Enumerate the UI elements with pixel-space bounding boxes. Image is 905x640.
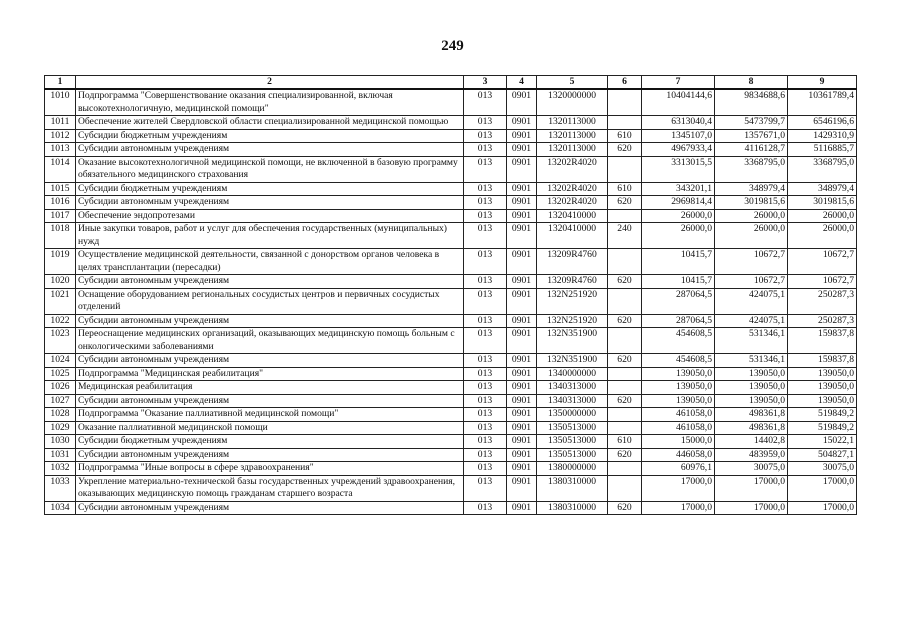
table-row [45, 314, 857, 328]
row-name: Субсидии автономным учреждениям [76, 501, 464, 515]
target-article-code: 132N251920 [537, 288, 608, 314]
expense-type-code [608, 249, 642, 275]
admin-code: 013 [464, 462, 507, 476]
row-number: 1029 [45, 421, 76, 435]
amount-year-3: 3368795,0 [788, 156, 857, 182]
target-article-code: 13209R4760 [537, 249, 608, 275]
section-code: 0901 [507, 129, 537, 143]
admin-code: 013 [464, 116, 507, 130]
expense-type-code [608, 116, 642, 130]
row-name: Субсидии автономным учреждениям [76, 196, 464, 210]
amount-year-1: 4967933,4 [642, 143, 715, 157]
admin-code: 013 [464, 408, 507, 422]
row-number: 1011 [45, 116, 76, 130]
section-code: 0901 [507, 475, 537, 501]
row-name: Субсидии автономным учреждениям [76, 275, 464, 289]
expense-type-code: 610 [608, 129, 642, 143]
expense-type-code: 620 [608, 394, 642, 408]
row-number: 1017 [45, 209, 76, 223]
table-row [45, 501, 857, 515]
expense-type-code [608, 89, 642, 116]
amount-year-1: 287064,5 [642, 314, 715, 328]
expense-type-code: 620 [608, 501, 642, 515]
target-article-code: 1350513000 [537, 448, 608, 462]
amount-year-1: 454608,5 [642, 328, 715, 354]
section-code: 0901 [507, 367, 537, 381]
target-article-code: 13202R4020 [537, 182, 608, 196]
target-article-code: 1340313000 [537, 394, 608, 408]
row-name: Укрепление материально-технической базы государственных учреждений здравоохранения, оказывающих медицинскую помощь гражданам старшего возраста [76, 475, 464, 501]
table-row [45, 394, 857, 408]
section-code: 0901 [507, 288, 537, 314]
row-number: 1010 [45, 89, 76, 116]
section-code: 0901 [507, 89, 537, 116]
expense-type-code [608, 462, 642, 476]
section-code: 0901 [507, 394, 537, 408]
amount-year-3: 26000,0 [788, 209, 857, 223]
admin-code: 013 [464, 275, 507, 289]
header-cell: 5 [537, 76, 608, 90]
target-article-code: 1350513000 [537, 421, 608, 435]
amount-year-1: 446058,0 [642, 448, 715, 462]
amount-year-3: 519849,2 [788, 421, 857, 435]
expense-type-code: 620 [608, 354, 642, 368]
header-cell: 2 [76, 76, 464, 90]
section-code: 0901 [507, 328, 537, 354]
table-row [45, 354, 857, 368]
row-number: 1018 [45, 223, 76, 249]
amount-year-1: 1345107,0 [642, 129, 715, 143]
target-article-code: 1380310000 [537, 475, 608, 501]
target-article-code: 1340313000 [537, 381, 608, 395]
row-number: 1031 [45, 448, 76, 462]
target-article-code: 1350513000 [537, 435, 608, 449]
header-row [45, 76, 857, 90]
amount-year-2: 14402,8 [715, 435, 788, 449]
expense-type-code [608, 421, 642, 435]
admin-code: 013 [464, 501, 507, 515]
amount-year-1: 139050,0 [642, 367, 715, 381]
page-number: 249 [441, 38, 464, 54]
amount-year-1: 6313040,4 [642, 116, 715, 130]
header-cell: 8 [715, 76, 788, 90]
section-code: 0901 [507, 435, 537, 449]
admin-code: 013 [464, 156, 507, 182]
amount-year-1: 26000,0 [642, 209, 715, 223]
row-name: Оказание паллиативной медицинской помощи [76, 421, 464, 435]
target-article-code: 132N351900 [537, 354, 608, 368]
amount-year-3: 519849,2 [788, 408, 857, 422]
row-name: Оснащение оборудованием региональных сосудистых центров и первичных сосудистых отделений [76, 288, 464, 314]
admin-code: 013 [464, 223, 507, 249]
row-number: 1024 [45, 354, 76, 368]
row-name: Субсидии автономным учреждениям [76, 448, 464, 462]
table-row [45, 196, 857, 210]
amount-year-3: 26000,0 [788, 223, 857, 249]
row-name: Субсидии бюджетным учреждениям [76, 435, 464, 449]
amount-year-3: 1429310,9 [788, 129, 857, 143]
target-article-code: 1320113000 [537, 116, 608, 130]
section-code: 0901 [507, 421, 537, 435]
row-name: Субсидии автономным учреждениям [76, 354, 464, 368]
budget-table [44, 75, 857, 515]
row-number: 1020 [45, 275, 76, 289]
amount-year-3: 17000,0 [788, 475, 857, 501]
row-number: 1022 [45, 314, 76, 328]
amount-year-1: 10415,7 [642, 275, 715, 289]
expense-type-code [608, 156, 642, 182]
table-row [45, 143, 857, 157]
amount-year-3: 5116885,7 [788, 143, 857, 157]
amount-year-1: 17000,0 [642, 501, 715, 515]
target-article-code: 1320113000 [537, 143, 608, 157]
target-article-code: 13202R4020 [537, 196, 608, 210]
row-name: Субсидии бюджетным учреждениям [76, 182, 464, 196]
admin-code: 013 [464, 367, 507, 381]
amount-year-3: 139050,0 [788, 381, 857, 395]
section-code: 0901 [507, 448, 537, 462]
expense-type-code: 610 [608, 182, 642, 196]
target-article-code: 1380000000 [537, 462, 608, 476]
table-row [45, 421, 857, 435]
expense-type-code [608, 367, 642, 381]
section-code: 0901 [507, 143, 537, 157]
section-code: 0901 [507, 354, 537, 368]
section-code: 0901 [507, 156, 537, 182]
expense-type-code: 240 [608, 223, 642, 249]
amount-year-3: 10672,7 [788, 275, 857, 289]
expense-type-code: 620 [608, 314, 642, 328]
target-article-code: 1380310000 [537, 501, 608, 515]
section-code: 0901 [507, 209, 537, 223]
row-name: Переоснащение медицинских организаций, оказывающих медицинскую помощь больным с онкологическими заболеваниями [76, 328, 464, 354]
section-code: 0901 [507, 196, 537, 210]
amount-year-2: 26000,0 [715, 223, 788, 249]
admin-code: 013 [464, 354, 507, 368]
row-number: 1030 [45, 435, 76, 449]
amount-year-1: 454608,5 [642, 354, 715, 368]
amount-year-2: 531346,1 [715, 328, 788, 354]
target-article-code: 132N251920 [537, 314, 608, 328]
target-article-code: 13209R4760 [537, 275, 608, 289]
amount-year-3: 17000,0 [788, 501, 857, 515]
row-name: Иные закупки товаров, работ и услуг для обеспечения государственных (муниципальных) нужд [76, 223, 464, 249]
target-article-code: 1320410000 [537, 209, 608, 223]
row-name: Подпрограмма "Совершенствование оказания специализированной, включая высокотехнологичную, медицинской помощи" [76, 89, 464, 116]
amount-year-1: 139050,0 [642, 381, 715, 395]
admin-code: 013 [464, 328, 507, 354]
amount-year-1: 461058,0 [642, 421, 715, 435]
amount-year-1: 2969814,4 [642, 196, 715, 210]
amount-year-2: 4116128,7 [715, 143, 788, 157]
row-name: Обеспечение эндопротезами [76, 209, 464, 223]
row-number: 1033 [45, 475, 76, 501]
amount-year-2: 531346,1 [715, 354, 788, 368]
row-number: 1021 [45, 288, 76, 314]
amount-year-1: 139050,0 [642, 394, 715, 408]
target-article-code: 132N351900 [537, 328, 608, 354]
admin-code: 013 [464, 435, 507, 449]
table-row [45, 89, 857, 116]
table-row [45, 462, 857, 476]
amount-year-2: 424075,1 [715, 314, 788, 328]
expense-type-code [608, 408, 642, 422]
admin-code: 013 [464, 249, 507, 275]
row-number: 1015 [45, 182, 76, 196]
amount-year-3: 10672,7 [788, 249, 857, 275]
row-number: 1034 [45, 501, 76, 515]
admin-code: 013 [464, 288, 507, 314]
row-name: Осуществление медицинской деятельности, связанной с донорством органов человека в целях трансплантации (пересадки) [76, 249, 464, 275]
section-code: 0901 [507, 408, 537, 422]
admin-code: 013 [464, 196, 507, 210]
amount-year-1: 461058,0 [642, 408, 715, 422]
row-name: Субсидии бюджетным учреждениям [76, 129, 464, 143]
amount-year-2: 139050,0 [715, 381, 788, 395]
amount-year-2: 17000,0 [715, 475, 788, 501]
section-code: 0901 [507, 223, 537, 249]
admin-code: 013 [464, 129, 507, 143]
row-number: 1028 [45, 408, 76, 422]
row-number: 1012 [45, 129, 76, 143]
amount-year-1: 343201,1 [642, 182, 715, 196]
target-article-code: 1320410000 [537, 223, 608, 249]
amount-year-3: 3019815,6 [788, 196, 857, 210]
section-code: 0901 [507, 249, 537, 275]
header-cell: 9 [788, 76, 857, 90]
table-row [45, 381, 857, 395]
amount-year-2: 348979,4 [715, 182, 788, 196]
amount-year-2: 139050,0 [715, 367, 788, 381]
amount-year-1: 10404144,6 [642, 89, 715, 116]
admin-code: 013 [464, 381, 507, 395]
amount-year-3: 30075,0 [788, 462, 857, 476]
amount-year-2: 10672,7 [715, 249, 788, 275]
row-name: Обеспечение жителей Свердловской области специализированной медицинской помощью [76, 116, 464, 130]
admin-code: 013 [464, 475, 507, 501]
amount-year-2: 9834688,6 [715, 89, 788, 116]
row-number: 1019 [45, 249, 76, 275]
row-number: 1023 [45, 328, 76, 354]
section-code: 0901 [507, 182, 537, 196]
amount-year-1: 60976,1 [642, 462, 715, 476]
amount-year-2: 17000,0 [715, 501, 788, 515]
amount-year-3: 159837,8 [788, 354, 857, 368]
table-body [45, 89, 857, 515]
target-article-code: 1320000000 [537, 89, 608, 116]
table-row [45, 182, 857, 196]
amount-year-3: 10361789,4 [788, 89, 857, 116]
table-row [45, 408, 857, 422]
amount-year-2: 483959,0 [715, 448, 788, 462]
amount-year-3: 159837,8 [788, 328, 857, 354]
amount-year-3: 250287,3 [788, 288, 857, 314]
admin-code: 013 [464, 314, 507, 328]
amount-year-2: 424075,1 [715, 288, 788, 314]
amount-year-2: 10672,7 [715, 275, 788, 289]
admin-code: 013 [464, 421, 507, 435]
expense-type-code [608, 288, 642, 314]
table-row [45, 288, 857, 314]
row-number: 1027 [45, 394, 76, 408]
amount-year-1: 17000,0 [642, 475, 715, 501]
table-row [45, 448, 857, 462]
row-number: 1014 [45, 156, 76, 182]
admin-code: 013 [464, 394, 507, 408]
section-code: 0901 [507, 275, 537, 289]
amount-year-2: 26000,0 [715, 209, 788, 223]
amount-year-1: 10415,7 [642, 249, 715, 275]
table-row [45, 156, 857, 182]
admin-code: 013 [464, 448, 507, 462]
table-row [45, 209, 857, 223]
header-cell: 7 [642, 76, 715, 90]
amount-year-2: 5473799,7 [715, 116, 788, 130]
header-cell: 4 [507, 76, 537, 90]
row-name: Оказание высокотехнологичной медицинской помощи, не включенной в базовую программу обязательного медицинского страхования [76, 156, 464, 182]
target-article-code: 1350000000 [537, 408, 608, 422]
row-name: Подпрограмма "Медицинская реабилитация" [76, 367, 464, 381]
amount-year-3: 6546196,6 [788, 116, 857, 130]
amount-year-2: 1357671,0 [715, 129, 788, 143]
amount-year-2: 3368795,0 [715, 156, 788, 182]
table-row [45, 249, 857, 275]
expense-type-code [608, 381, 642, 395]
table-row [45, 367, 857, 381]
section-code: 0901 [507, 462, 537, 476]
amount-year-3: 250287,3 [788, 314, 857, 328]
section-code: 0901 [507, 381, 537, 395]
admin-code: 013 [464, 89, 507, 116]
expense-type-code: 620 [608, 448, 642, 462]
table-row [45, 275, 857, 289]
amount-year-1: 3313015,5 [642, 156, 715, 182]
table-row [45, 223, 857, 249]
amount-year-2: 30075,0 [715, 462, 788, 476]
row-name: Субсидии автономным учреждениям [76, 314, 464, 328]
expense-type-code: 610 [608, 435, 642, 449]
amount-year-2: 498361,8 [715, 408, 788, 422]
amount-year-1: 287064,5 [642, 288, 715, 314]
amount-year-2: 498361,8 [715, 421, 788, 435]
row-number: 1032 [45, 462, 76, 476]
amount-year-3: 139050,0 [788, 394, 857, 408]
admin-code: 013 [464, 143, 507, 157]
section-code: 0901 [507, 501, 537, 515]
target-article-code: 1320113000 [537, 129, 608, 143]
expense-type-code [608, 209, 642, 223]
row-name: Субсидии автономным учреждениям [76, 143, 464, 157]
admin-code: 013 [464, 182, 507, 196]
table-row [45, 435, 857, 449]
row-name: Субсидии автономным учреждениям [76, 394, 464, 408]
header-cell: 6 [608, 76, 642, 90]
row-name: Подпрограмма "Иные вопросы в сфере здравоохранения" [76, 462, 464, 476]
row-number: 1025 [45, 367, 76, 381]
amount-year-3: 504827,1 [788, 448, 857, 462]
row-name: Подпрограмма "Оказание паллиативной медицинской помощи" [76, 408, 464, 422]
section-code: 0901 [507, 314, 537, 328]
table-row [45, 475, 857, 501]
section-code: 0901 [507, 116, 537, 130]
admin-code: 013 [464, 209, 507, 223]
row-name: Медицинская реабилитация [76, 381, 464, 395]
amount-year-2: 139050,0 [715, 394, 788, 408]
expense-type-code: 620 [608, 196, 642, 210]
row-number: 1026 [45, 381, 76, 395]
row-number: 1013 [45, 143, 76, 157]
table-row [45, 129, 857, 143]
amount-year-3: 15022,1 [788, 435, 857, 449]
expense-type-code: 620 [608, 275, 642, 289]
amount-year-3: 139050,0 [788, 367, 857, 381]
expense-type-code [608, 328, 642, 354]
header-cell: 1 [45, 76, 76, 90]
expense-type-code [608, 475, 642, 501]
expense-type-code: 620 [608, 143, 642, 157]
header-cell: 3 [464, 76, 507, 90]
amount-year-1: 26000,0 [642, 223, 715, 249]
table-row [45, 328, 857, 354]
amount-year-3: 348979,4 [788, 182, 857, 196]
table-row [45, 116, 857, 130]
target-article-code: 1340000000 [537, 367, 608, 381]
row-number: 1016 [45, 196, 76, 210]
amount-year-1: 15000,0 [642, 435, 715, 449]
target-article-code: 13202R4020 [537, 156, 608, 182]
amount-year-2: 3019815,6 [715, 196, 788, 210]
